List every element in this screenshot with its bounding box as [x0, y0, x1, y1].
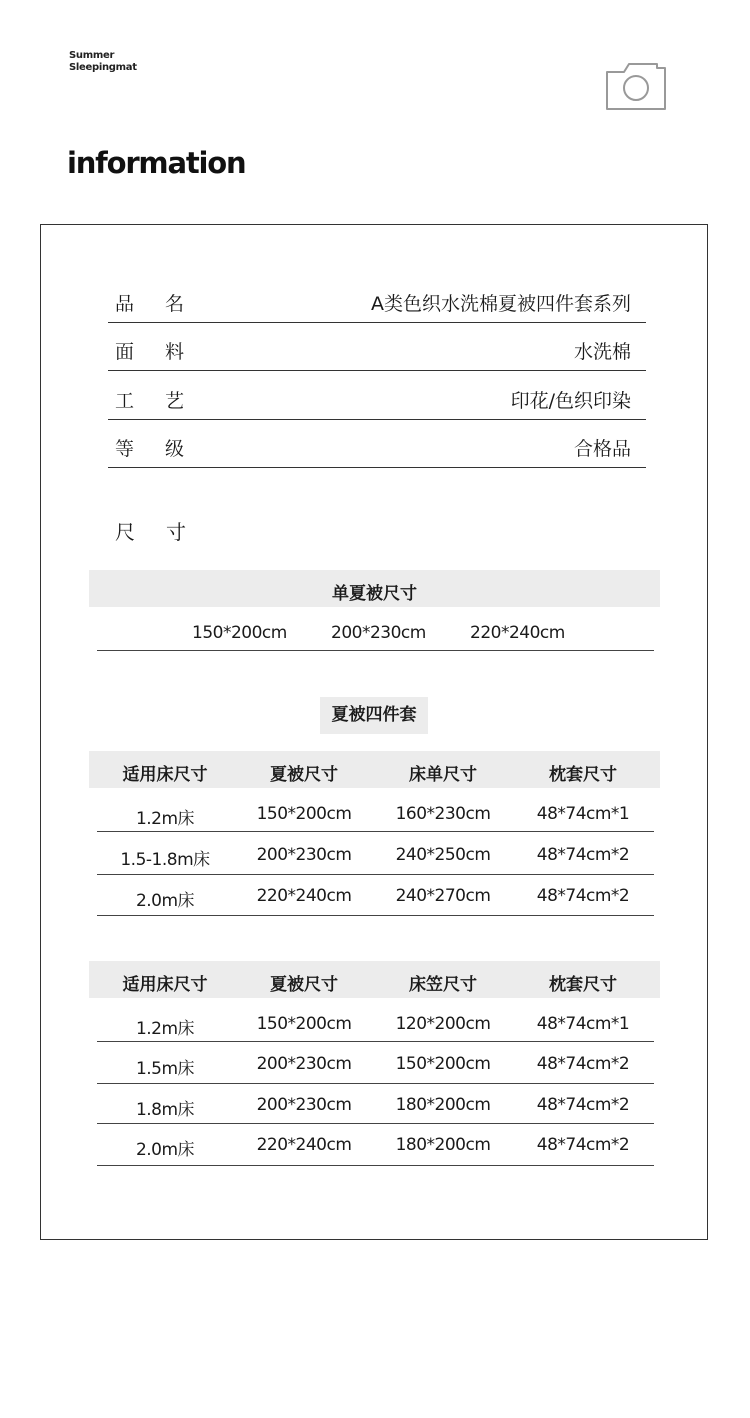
info-label: 品名 — [115, 293, 216, 315]
camera-icon — [604, 60, 668, 112]
single-size-header — [89, 570, 660, 607]
info-row-grade — [108, 420, 646, 468]
table-row — [97, 875, 654, 916]
info-value: A类色织水洗棉夏被四件套系列 — [371, 293, 631, 315]
table-cell: 220*240cm — [256, 1135, 352, 1155]
table-cell: 48*74cm*1 — [536, 1014, 630, 1034]
column-header: 床单尺寸 — [409, 765, 477, 785]
info-label: 工艺 — [115, 390, 216, 412]
table-cell: 200*230cm — [256, 1054, 352, 1074]
table-cell: 48*74cm*2 — [536, 886, 630, 906]
single-size-cell: 220*240cm — [470, 623, 565, 643]
column-header: 枕套尺寸 — [549, 975, 617, 995]
table-cell: 220*240cm — [256, 886, 352, 906]
table-cell: 240*270cm — [395, 886, 491, 906]
table-cell: 120*200cm — [395, 1014, 491, 1034]
table-cell: 160*230cm — [395, 804, 491, 824]
table-row — [97, 1084, 654, 1124]
column-header: 床笠尺寸 — [409, 975, 477, 995]
column-header: 枕套尺寸 — [549, 765, 617, 785]
table-cell: 150*200cm — [256, 1014, 352, 1034]
table-cell: 48*74cm*2 — [536, 1054, 630, 1074]
info-row-fabric — [108, 323, 646, 371]
table-cell: 150*200cm — [395, 1054, 491, 1074]
table-cell: 48*74cm*2 — [536, 1095, 630, 1115]
table-cell: 240*250cm — [395, 845, 491, 865]
table2-header — [89, 961, 660, 998]
column-header: 夏被尺寸 — [270, 765, 338, 785]
table-cell: 1.2m床 — [135, 1019, 195, 1039]
info-value: 水洗棉 — [573, 341, 631, 363]
set-title-tag: 夏被四件套 — [320, 697, 428, 734]
brand-line-1: Summer — [69, 50, 115, 61]
single-size-title: 单夏被尺寸 — [332, 584, 417, 604]
table-row — [97, 998, 654, 1042]
column-header: 夏被尺寸 — [270, 975, 338, 995]
table-cell: 200*230cm — [256, 845, 352, 865]
info-row-name — [108, 275, 646, 323]
table-cell: 180*200cm — [395, 1135, 491, 1155]
table-cell: 200*230cm — [256, 1095, 352, 1115]
table-row — [97, 832, 654, 875]
table-cell: 48*74cm*1 — [536, 804, 630, 824]
table-cell: 1.2m床 — [135, 809, 195, 829]
table-cell: 2.0m床 — [135, 1140, 195, 1160]
brand-line-2: Sleepingmat — [69, 62, 137, 73]
page-title: information — [67, 146, 246, 180]
table-cell: 2.0m床 — [135, 891, 195, 911]
single-size-cell: 200*230cm — [331, 623, 426, 643]
table-cell: 180*200cm — [395, 1095, 491, 1115]
single-size-cell: 150*200cm — [192, 623, 287, 643]
info-row-craft — [108, 372, 646, 420]
table-cell: 48*74cm*2 — [536, 845, 630, 865]
table-cell: 1.8m床 — [135, 1100, 195, 1120]
table1-header — [89, 751, 660, 788]
column-header: 适用床尺寸 — [122, 765, 208, 785]
column-header: 适用床尺寸 — [122, 975, 208, 995]
info-value: 印花/色织印染 — [510, 390, 631, 412]
info-label: 等级 — [115, 438, 216, 460]
table-row — [97, 1124, 654, 1166]
size-heading: 尺寸 — [115, 520, 217, 544]
table-row — [97, 1042, 654, 1084]
single-size-row — [97, 607, 654, 651]
info-label: 面料 — [115, 341, 216, 363]
info-value: 合格品 — [573, 438, 631, 460]
table-cell: 1.5m床 — [135, 1059, 195, 1079]
brand-logo — [69, 50, 137, 74]
table-cell: 150*200cm — [256, 804, 352, 824]
table-cell: 48*74cm*2 — [536, 1135, 630, 1155]
table-cell: 1.5-1.8m床 — [120, 850, 210, 870]
table-row — [97, 788, 654, 832]
